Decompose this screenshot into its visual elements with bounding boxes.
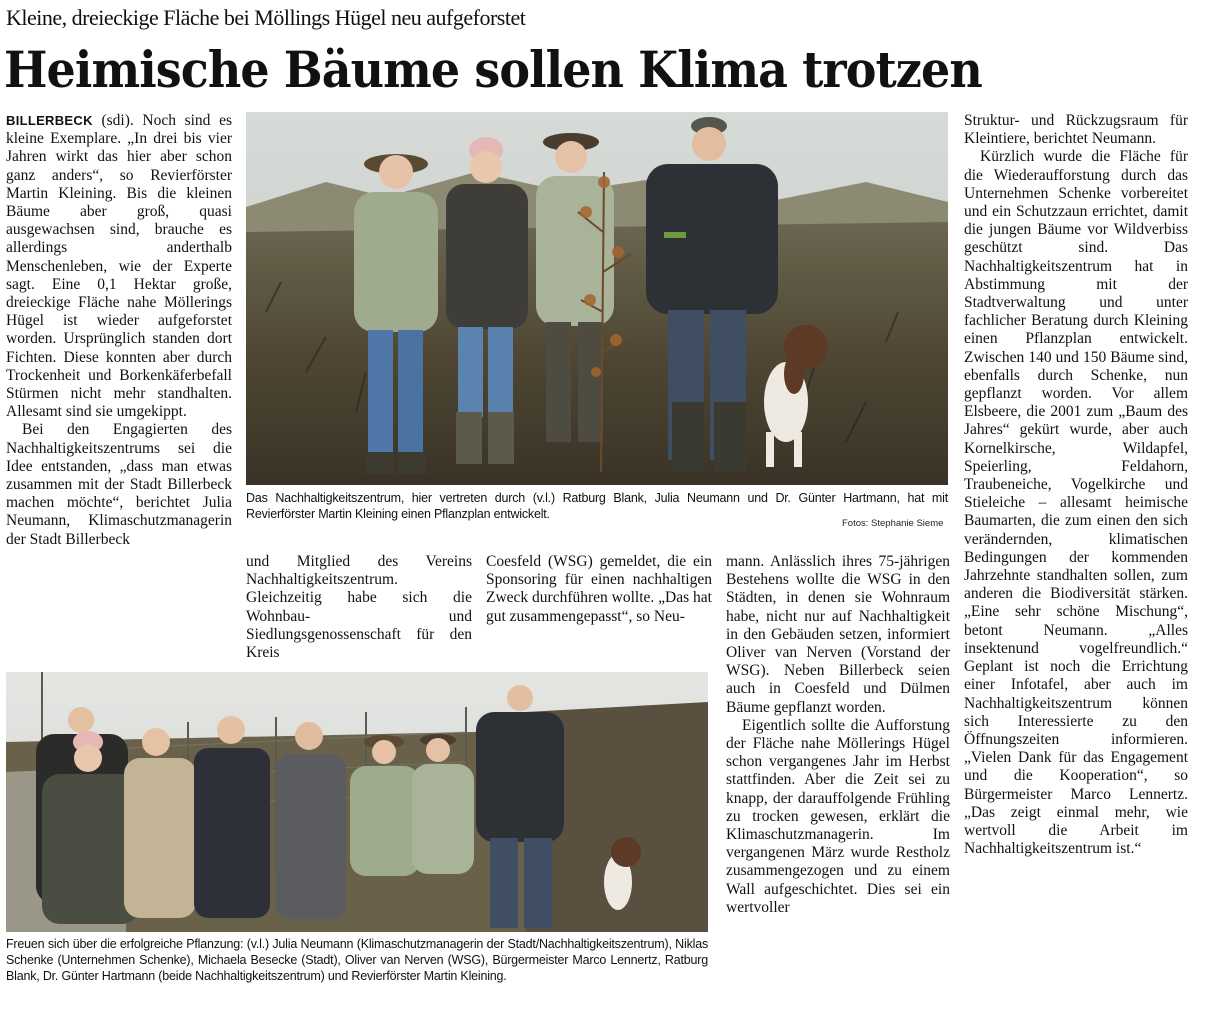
paragraph: Struktur- und Rückzugsraum für Kleintiere, berichtet Neumann. bbox=[964, 112, 1188, 148]
dateline: BILLERBECK bbox=[6, 113, 93, 128]
headline: Heimische Bäume sollen Klima trotzen bbox=[4, 40, 982, 99]
column-4 bbox=[726, 553, 950, 917]
column-5 bbox=[964, 112, 1188, 858]
kicker: Kleine, dreieckige Fläche bei Möllings Hügel neu aufgeforstet bbox=[6, 5, 526, 30]
paragraph: Kürzlich wurde die Fläche für die Wiederaufforstung durch das Unternehmen Schenke vorbereitet und ein Schutzzaun errichtet, damit die jungen Bäume vor Wildverbiss geschützt sind. Das Nachhaltigkeitszentrum hat in Abstimmung mit der Stadtverwaltung und unter fachlicher Beratung durch Kleining einen Pflanzplan entwickelt. Zwischen 140 und 150 Bäume sind, ebenfalls durch Schenke, nun gepflanzt worden. Vor allem Elsbeere, die 2001 zum „Baum des Jahres“ gekürt wurde, aber auch Kornelkirsche, Wildapfel, Speierling, Feldahorn, Traubeneiche, Vogelkirche und Stieleiche – allesamt heimische Baumarten, die zum einen den sich verändernden, klimatischen Bedingungen der kommenden Jahrzehnte standhalten sollen, zum anderen die Biodiversität stärken. „Eine sehr schöne Mischung“, betont Neumann. „Alles insektenund vogelfreundlich.“ Geplant ist noch die Errichtung einer Infotafel, aber auch im Nachhaltigkeitszentrum können sich Interessierte zu den Öffnungszeiten informieren. „Vielen Dank für das Engagement und die Kooperation“, so Bürgermeister Marco Lennertz. „Das zeigt einmal mehr, wie wertvoll die Arbeit im Nachhaltigkeitszentrum ist.“ bbox=[964, 148, 1188, 858]
column-3 bbox=[486, 553, 712, 626]
photo-group bbox=[6, 672, 708, 932]
paragraph: Bei den Engagierten des Nachhaltigkeitszentrums sei die Idee entstanden, „dass man etwas zusammen mit der Stadt Billerbeck machen möchte“, berichtet Julia Neumann, Klimaschutzmanagerin der Stadt Billerbeck bbox=[6, 421, 232, 548]
paragraph: mann. Anlässlich ihres 75-jährigen Bestehens wollte die WSG in den Städten, in denen sie Wohnraum habe, nicht nur auf Nachhaltigkeit in den Gebäuden setzen, informiert Oliver van Nerven (Vorstand der WSG). Neben Billerbeck seien auch in Coesfeld und Dülmen Bäume gepflanzt worden. bbox=[726, 553, 950, 716]
photo-2-caption: Freuen sich über die erfolgreiche Pflanzung: (v.l.) Julia Neumann (Klimaschutzmanagerin der Stadt/Nachhaltigkeitszentrum), Niklas Schenke (Unternehmen Schenke), Michaela Besecke (Stadt), Oliver van Nerven (WSG), Bürgermeister Marco Lennertz, Ratburg Blank, Dr. Günter Hartmann (beide Nachhaltigkeitszentrum) und Revierförster Martin Kleining. bbox=[6, 937, 708, 983]
column-2 bbox=[246, 553, 472, 662]
paragraph: Eigentlich sollte die Aufforstung der Fläche nahe Möllerings Hügel schon vergangenes Jahr im Herbst stattfinden. Aber die Zeit sei zu knapp, der darauffolgende Frühling zu trocken gewesen, erklärt die Klimaschutzmanagerin. Im vergangenen März wurde Restholz zusammengezogen und zu einem Wall aufgeschichtet. Dies sei ein wertvoller bbox=[726, 716, 950, 916]
paragraph: und Mitglied des Vereins Nachhaltigkeitszentrum. Gleichzeitig habe sich die Wohnbau- und Siedlungsgenossenschaft für den Kreis bbox=[246, 553, 472, 662]
paragraph: Coesfeld (WSG) gemeldet, die ein Sponsoring für einen nachhaltigen Zweck durchführen wollte. „Das hat gut zusammengepasst“, so Neu- bbox=[486, 553, 712, 625]
column-1 bbox=[6, 112, 232, 549]
photo-planting-team bbox=[246, 112, 948, 485]
photo-1-caption: Das Nachhaltigkeitszentrum, hier vertreten durch (v.l.) Ratburg Blank, Julia Neumann und Dr. Günter Hartmann, hat mit Revierförster Martin Kleining einen Pflanzplan entwickelt. bbox=[246, 491, 948, 521]
photo-credit: Fotos: Stephanie Sieme bbox=[842, 518, 944, 529]
paragraph: BILLERBECK (sdi). Noch sind es kleine Exemplare. „In drei bis vier Jahren wirkt das hier aber schon ganz anders“, so Revierförster Martin Kleining. Bis die kleinen Bäume aber groß, quasi ausgewachsen sind, brauche es allerdings anderthalb Menschenleben, wie der Experte sagt. Eine 0,1 Hektar große, dreieckige Fläche nahe Möllerings Hügel ist wieder aufgeforstet worden. Ursprünglich standen dort Fichten. Diese konnten aber durch Trockenheit und Borkenkäferbefall Stürmen nicht mehr standhalten. Allesamt sind sie umgekippt. bbox=[6, 112, 232, 421]
